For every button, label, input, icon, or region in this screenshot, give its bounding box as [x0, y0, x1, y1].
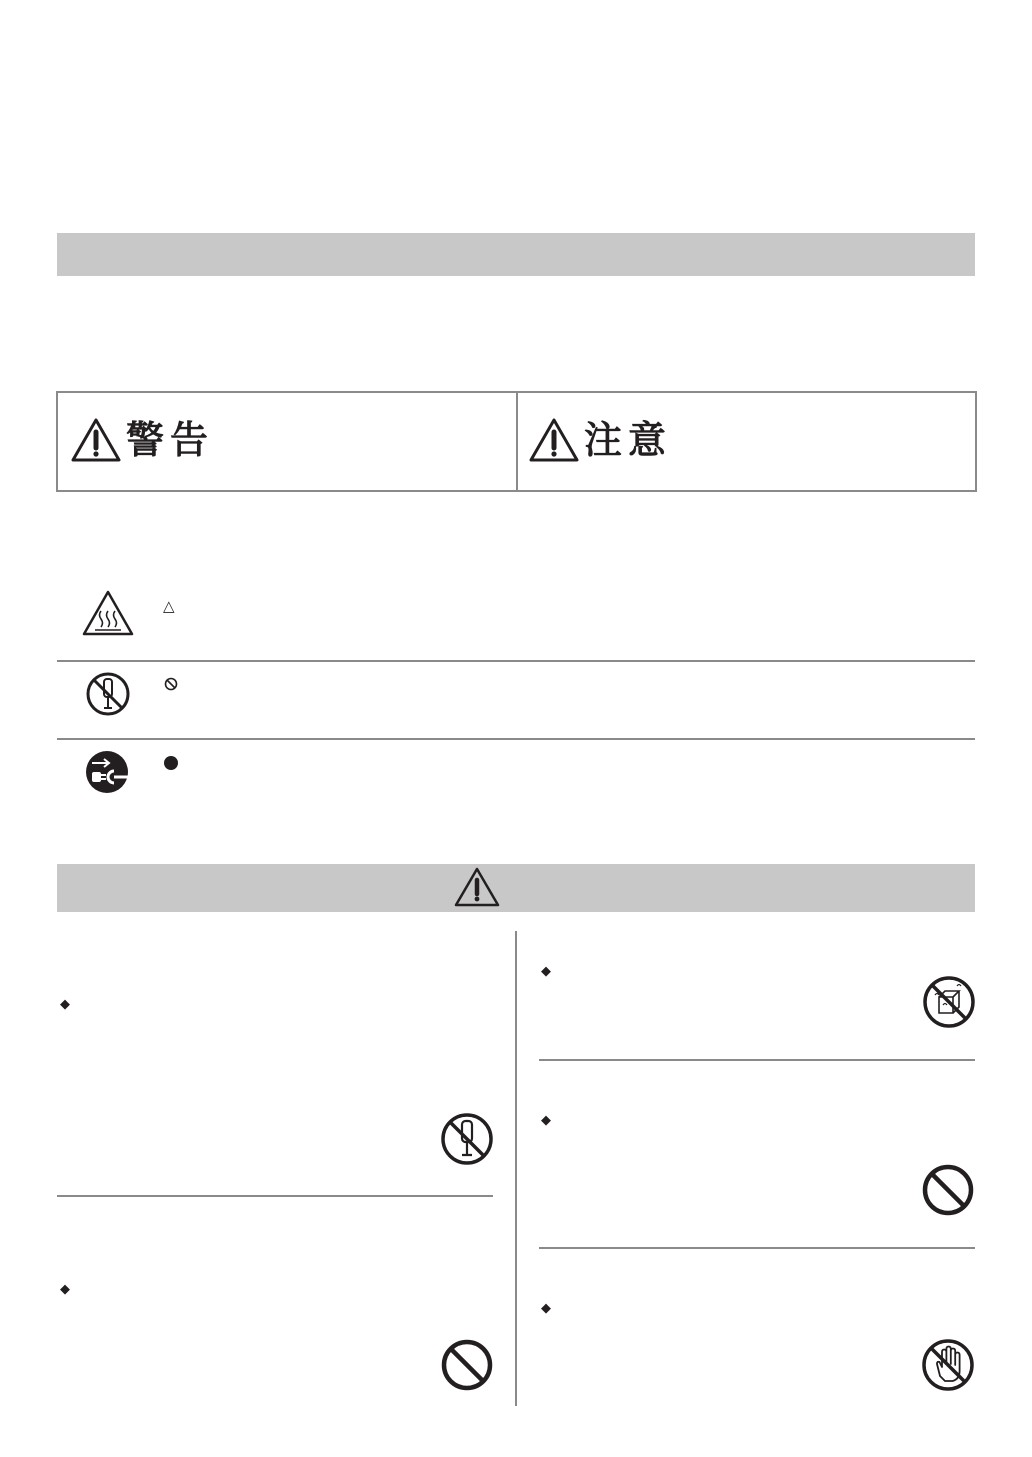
no-disassembly-icon: [440, 1112, 494, 1166]
instruction-mark: [164, 756, 178, 770]
list-bullet: ◆: [541, 964, 551, 979]
no-disassembly-icon: [85, 671, 131, 717]
signal-word-legend-box: [56, 391, 977, 492]
do-not-touch-icon: [921, 1338, 975, 1392]
caution-label: 注意: [584, 418, 673, 462]
prohibited-icon: [440, 1338, 494, 1392]
warning-section-bar: [57, 864, 975, 912]
legend-divider: [516, 393, 518, 490]
row-divider: [57, 738, 975, 740]
caution-triangle-icon: [528, 417, 580, 463]
list-bullet: ◆: [60, 1282, 70, 1297]
item-divider: [539, 1247, 975, 1249]
prohibit-mark: [164, 677, 178, 691]
caution-legend: [528, 417, 672, 463]
list-bullet: ◆: [541, 1113, 551, 1128]
warning-legend: [70, 417, 214, 463]
section-header-bar: [57, 233, 975, 276]
unplug-power-plug-icon: [84, 749, 130, 795]
column-divider: [515, 931, 517, 1406]
warning-triangle-icon: [70, 417, 122, 463]
hot-surface-caution-icon: [81, 589, 135, 637]
row-divider: [57, 660, 975, 662]
item-divider: [57, 1195, 493, 1197]
triangle-mark: △: [163, 597, 175, 615]
item-divider: [539, 1059, 975, 1061]
list-bullet: ◆: [541, 1301, 551, 1316]
no-water-icon: [922, 975, 976, 1029]
warning-label: 警告: [126, 418, 215, 462]
prohibited-icon: [921, 1163, 975, 1217]
list-bullet: ◆: [60, 997, 70, 1012]
warning-section-triangle-icon: [453, 866, 501, 908]
